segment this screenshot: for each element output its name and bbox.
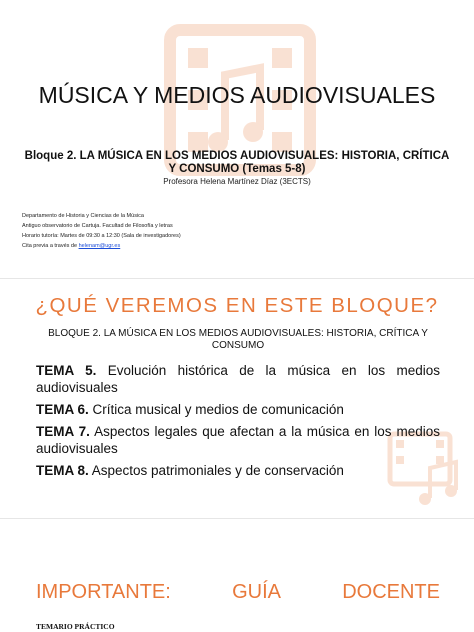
topics-list [36,362,440,484]
syllabus-label: TEMARIO PRÁCTICO [36,622,115,631]
heading-word: DOCENTE [342,581,440,603]
topic-label: TEMA 6. [36,402,89,417]
guide-slide [0,518,474,632]
section-heading: ¿QUÉ VEREMOS EN ESTE BLOQUE? [35,294,439,317]
appointment-line [22,241,322,251]
content-slide [0,278,474,518]
heading-word: IMPORTANTE: [36,581,171,603]
title-slide [0,0,474,278]
tutoring-line: Horario tutoría: Martes de 09:30 a 12:30 (Sala de investigadores) [22,233,181,239]
list-item [36,423,440,457]
topic-text: Evolución histórica de la música en los medios audiovisuales [36,363,440,395]
contact-info [22,211,322,251]
topic-text: Crítica musical y medios de comunicación [88,402,344,417]
heading-word: GUÍA [232,581,281,603]
professor-line: Profesora Helena Martínez Díaz (3ECTS) [163,177,311,186]
topic-text: Aspectos legales que afectan a la música en los medios audiovisuales [36,424,440,456]
topic-label: TEMA 5. [36,363,97,378]
location-line: Antiguo observatorio de Cartuja. Facultad de Filosofía y letras [22,223,173,229]
list-item [36,401,440,418]
list-item [36,462,440,479]
guide-heading [36,581,440,604]
block-subtitle: Bloque 2. LA MÚSICA EN LOS MEDIOS AUDIOVISUALES: HISTORIA, CRÍTICA Y CONSUMO (Temas 5-8) [24,150,450,175]
topic-text: Aspectos patrimoniales y de conservación [88,463,344,478]
page-title: MÚSICA Y MEDIOS AUDIOVISUALES [38,82,436,108]
email-link[interactable]: helenam@ugr.es [78,243,121,249]
list-item [36,362,440,396]
topic-label: TEMA 7. [36,424,90,439]
appointment-prefix: Cita previa a través de [22,243,79,249]
department-line: Departamento de Historia y Ciencias de la Música [22,213,144,219]
block-title: BLOQUE 2. LA MÚSICA EN LOS MEDIOS AUDIOVISUALES: HISTORIA, CRÍTICA Y CONSUMO [48,328,428,351]
topic-label: TEMA 8. [36,463,89,478]
